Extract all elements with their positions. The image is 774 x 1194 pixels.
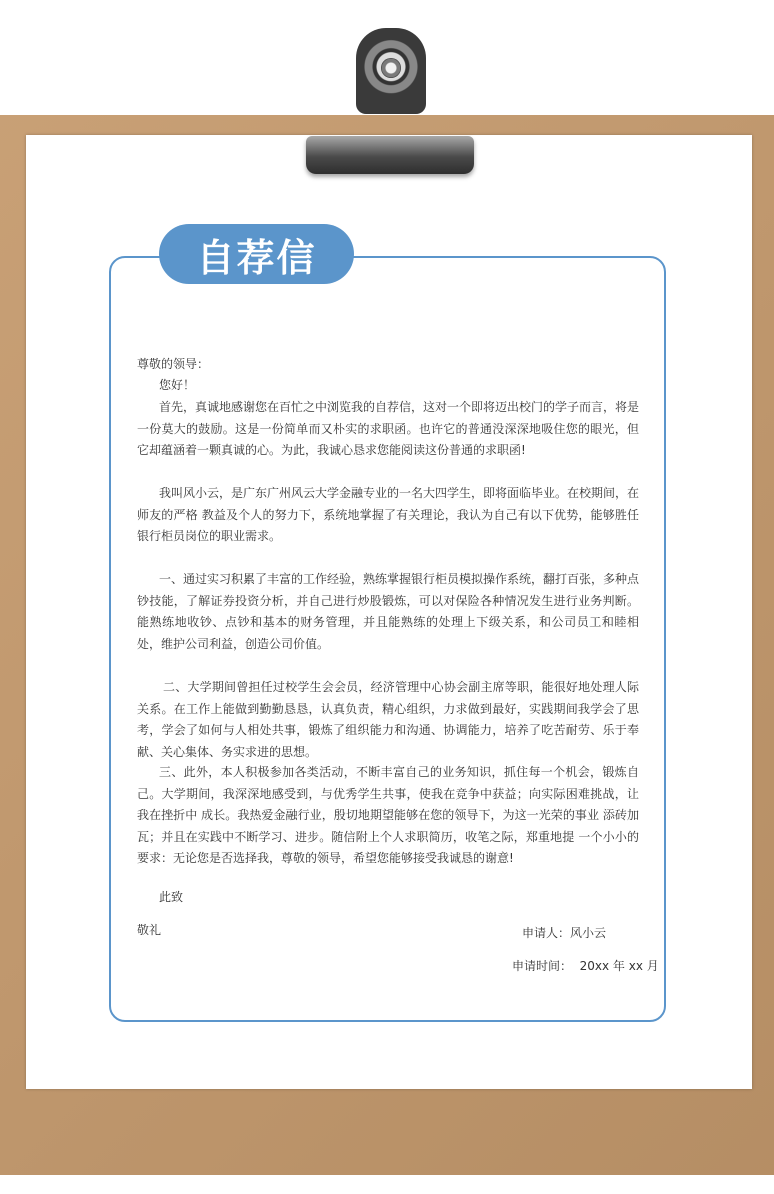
paragraph-4: 二、大学期间曾担任过校学生会会员，经济管理中心协会副主席等职，能很好地处理人际关系。在工作上能做到勤勤恳恳，认真负责，精心组织，力求做到最好，实践期间我学会了思考，学会了如何与人相处共事，锻炼了组织能力和沟通、协调能力，培养了吃苦耐劳、乐于奉献、关心集体、务实求进的思想。 [137, 680, 639, 759]
respect: 敬礼 [137, 923, 162, 937]
paragraph-5: 三、此外，本人积极参加各类活动，不断丰富自己的业务知识，抓住每一个机会，锻炼自己。大学期间，我深深地感受到，与优秀学生共事，使我在竞争中获益；向实际困难挑战，让我在挫折中 成长。我热爱金融行业，殷切地期望能够在您的领导下，为这一光荣的事业 添砖加瓦；并且在实践中不断学习、进步。随信附上个人求职简历，收笔之际，郑重地提 一个小小的要求：无论您是否选择我，尊敬的领导，希望您能够接受我诚恳的谢意! [137, 765, 639, 865]
applicant-name: 申请人：风小云 [522, 926, 607, 940]
application-date: 申请时间： 20xx 年 xx 月 [512, 959, 659, 973]
paragraph-3: 一、通过实习积累了丰富的工作经验，熟练掌握银行柜员模拟操作系统，翻打百张，多种点钞技能，了解证券投资分析，并自己进行炒股锻炼，可以对保险各种情况发生进行业务判断。能熟练地收钞、点钞和基本的财务管理，并且能熟练的处理上下级关系，和公司员工和睦相处，维护公司利益，创造公司价值。 [137, 572, 640, 651]
letter-title: 自荐信 [159, 224, 354, 284]
paragraph-2: 我叫风小云，是广东广州风云大学金融专业的一名大四学生，即将面临毕业。在校期间，在师友的严格 教益及个人的努力下，系统地掌握了有关理论，我认为自己有以下优势，能够胜任银行柜员岗位的职业需求。 [137, 486, 640, 543]
greeting: 您好！ [159, 378, 196, 392]
closing: 此致 [159, 890, 184, 904]
salutation: 尊敬的领导： [137, 357, 210, 371]
binder-clip-hole [381, 58, 401, 78]
binder-clip-base [306, 136, 474, 174]
paragraph-1: 首先，真诚地感谢您在百忙之中浏览我的自荐信，这对一个即将迈出校门的学子而言，将是一份莫大的鼓励。这是一份简单而又朴实的求职函。也许它的普通没深深地吸住您的眼光，但它却蕴涵着一颗真诚的心。为此，我诚心恳求您能阅读这份普通的求职函! [137, 400, 640, 457]
